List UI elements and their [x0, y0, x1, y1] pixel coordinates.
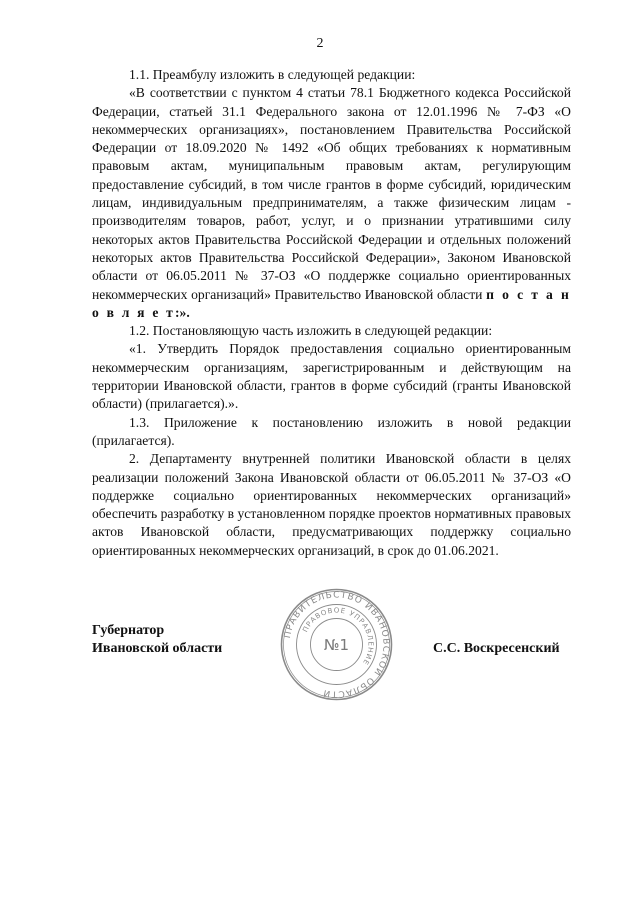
official-stamp — [279, 587, 394, 702]
stamp-outer-text: ПРАВИТЕЛЬСТВО ИВАНОВСКОЙ ОБЛАСТИ — [282, 590, 391, 699]
document-body — [92, 66, 571, 560]
stamp-inner-text: ПРАВОВОЕ УПРАВЛЕНИЕ — [301, 606, 375, 667]
stamp-center-number: №1 — [323, 636, 350, 654]
page-number: 2 — [316, 36, 324, 51]
preamble-text: «В соответствии с пунктом 4 статьи 78.1 Бюджетного кодекса Российской Федерации, статьей 31.1 Федерального закона от 12.01.1996 № 7-ФЗ «О некоммерческих организациях», постановлением Правительства Российской Федерации от 18.09.2020 № 1492 «Об общих требованиях к нормативным правовым актам, муниципальным правовым актам, регулирующим предоставление субсидий, в том числе грантов в форме субсидий, юридическим лицам, индивидуальным предпринимателям, а также физическим лицам - производителям товаров, работ, услуг, и о признании утратившими силу некоторых актов Правительства Российской Федерации и отдельных положений некоторых актов Правительства Российской Федерации», Законом Ивановской области от 06.05.2011 № 37-ОЗ «О поддержке социально ориентированных некоммерческих организаций» Правительство Ивановской области — [92, 85, 571, 302]
paragraph-2: 2. Департаменту внутренней политики Ивановской области в целях реализации положений Закона Ивановской области от 06.05.2011 № 37-ОЗ «О поддержке социально ориентированных некоммерческих организаций» обеспечить разработку в установленном порядке проектов нормативных правовых актов Ивановской области, предусматривающих поддержку социально ориентированных некоммерческих организаций, в срок до 01.06.2021. — [92, 451, 571, 558]
position-line-1: Губернатор — [92, 623, 165, 638]
position-line-2: Ивановской области — [92, 641, 223, 656]
paragraph-1-2: 1.2. Постановляющую часть изложить в следующей редакции: — [129, 323, 493, 339]
paragraph-preamble — [92, 84, 571, 322]
paragraph-1-3: 1.3. Приложение к постановлению изложить в новой редакции (прилагается). — [92, 414, 571, 448]
signatory-name: С.С. Воскресенский — [433, 641, 560, 656]
paragraph-1-1: 1.1. Преамбулу изложить в следующей редакции: — [129, 67, 416, 82]
paragraph-approve: «1. Утвердить Порядок предоставления социально ориентированным некоммерческим организациям, зарегистрированным и действующим на территории Ивановской области, грантов в форме субсидий (гранты Ивановской области) (прилагается).». — [92, 341, 571, 412]
decree-tail: :». — [175, 304, 190, 320]
decree-word: п о с т а н о в л я е т — [92, 286, 571, 320]
signature-position — [92, 622, 222, 658]
